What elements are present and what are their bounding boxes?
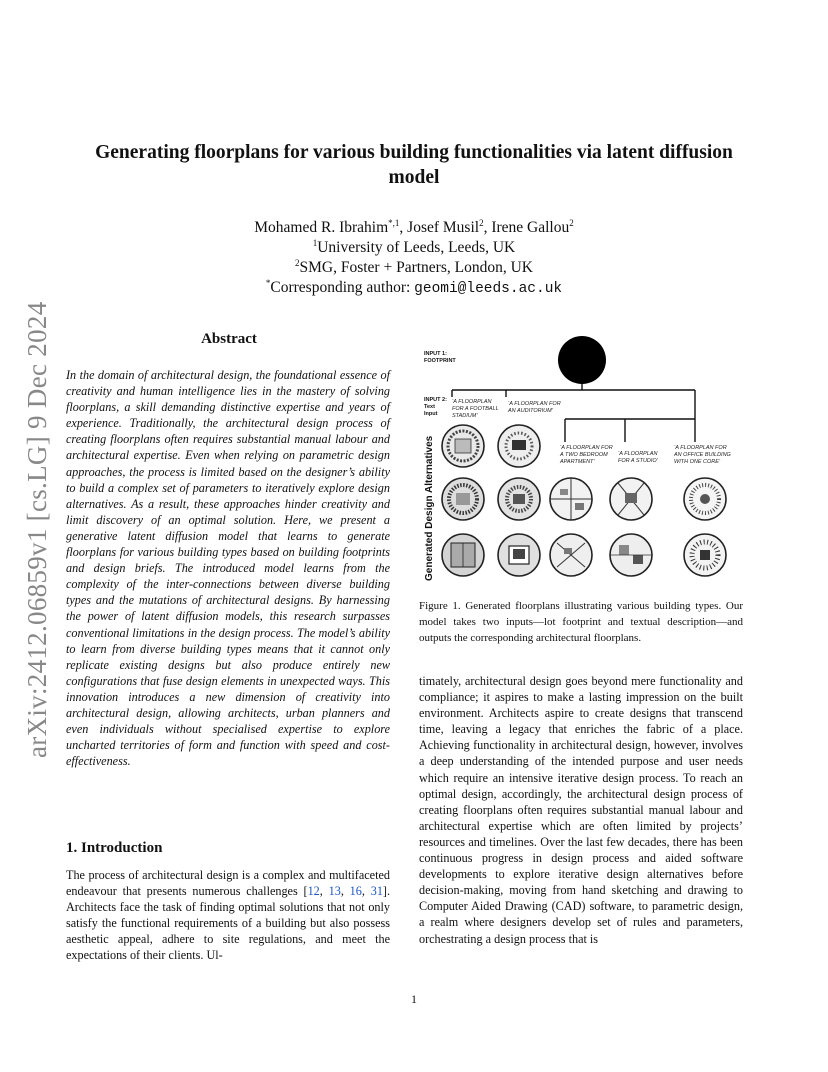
office-plans: [684, 478, 726, 576]
corresponding-author: [76, 278, 752, 299]
figure-1-graphic: [420, 333, 742, 587]
aff-1-text: University of Leeds, Leeds, UK: [317, 239, 516, 256]
aff-2-sup: 2: [295, 257, 300, 268]
generated-alternatives-axis-label: Generated Design Alternatives: [424, 435, 435, 581]
author-names: Mohamed R. Ibrahim$^{*,1}$, Josef Musil$^2$, Irene Gallou$^2$: [254, 217, 574, 236]
sep-2: ,: [340, 884, 350, 899]
aff-2-text: SMG, Foster + Partners, London, UK: [299, 259, 533, 276]
author-2: Josef Musil: [407, 219, 480, 236]
prompt-stadium-1: ‘A FLOORPLAN: [452, 399, 492, 405]
title-line-2: model: [388, 167, 440, 188]
corr-sup: *: [265, 277, 271, 288]
email-link[interactable]: geomi@leeds.ac.uk: [414, 281, 563, 297]
aff-1-sup: 1: [312, 237, 318, 248]
sep-3: ,: [361, 884, 371, 899]
author-3: Irene Gallou: [491, 219, 570, 236]
title-line-1: Generating floorplans for various building functionalities via latent diffusion: [95, 142, 733, 163]
affiliation-2: [76, 258, 752, 278]
figure-1-caption: Figure 1. Generated floorplans illustrating various building types. Our model takes two inputs—lot footprint and textual description—and outputs the corresponding architectural floorplans.: [419, 600, 743, 644]
arxiv-id: arXiv:2412.06859v1 [cs.LG] 9 Dec 2024: [22, 301, 52, 758]
input-1-label-line1: INPUT 1:: [424, 351, 447, 357]
footprint-circle: [558, 336, 606, 384]
input-2-label-line2: Text: [424, 404, 435, 410]
arxiv-watermark: [22, 292, 62, 758]
abstract-text: In the domain of architectural design, the foundational essence of creativity and human intelligence lies in the mastery of solving floorplans, a skill demanding distinctive expertise and years of experience. Traditionally, the architectural design process of creating floorplans often requires substantial manual labour and architectural expertise. Even when relying on parametric design approaches, the process is limited based on the designer’s ability to build a complex set of parameters to iteratively explore design alternatives. As a result, these approaches hinder creativity and limit discovery of an optimal solution. Here, we present a generative latent diffusion model that learns to generate floorplans for various building types based on building footprints and design briefs. The introduced model learns from the complexity of the inter-connections between diverse building types and the mutations of architectural designs. By harnessing the power of latent diffusion models, this research surpasses conventional limitations in the design process. The model’s ability to learn from diverse building types means that it cannot only replicate existing designs but also produce entirely new configurations that fuse design elements in unexpected ways. This innovation introduces a new dimension of creativity into architectural design, allowing architects, urban planners and even individuals without specialised expertise to explore uncharted territories of form and function with speed and cost-effectiveness.: [66, 368, 390, 769]
auditorium-plans: [498, 425, 540, 576]
prompt-stadium-3: STADIUM’: [452, 413, 478, 419]
intro-text-2: ]. Architects face the task of finding optimal solutions that not only satisfy the functional requirements of a building but also possess aesthetic appeal, adhere to site regulations, and meet the expectations of their clients. Ul-: [66, 884, 391, 963]
prompt-stadium-2: FOR A FOOTBALL: [452, 406, 499, 412]
author-1-sup: *,1: [388, 217, 400, 228]
prompt-studio-1: ‘A FLOORPLAN: [618, 451, 658, 457]
prompt-apartment-1: ‘A FLOORPLAN FOR: [560, 445, 613, 451]
connector-lines: [452, 384, 695, 442]
prompt-auditorium-2: AN AUDITORIUM’: [508, 408, 553, 414]
prompt-auditorium-1: ‘A FLOORPLAN FOR: [508, 401, 561, 407]
paper-title: [76, 140, 752, 190]
author-3-sup: 2: [569, 217, 574, 228]
figure-1: [420, 333, 742, 587]
intro-text-1: The process of architectural design is a complex and multifaceted endeavour that presents numerous challenges [: [66, 868, 390, 899]
author-1: Mohamed R. Ibrahim: [254, 219, 389, 236]
prompt-apartment-3: APARTMENT’: [560, 459, 595, 465]
prompt-apartment-2: A TWO BEDROOM: [560, 452, 608, 458]
prompt-studio-2: FOR A STUDIO’: [618, 458, 658, 464]
prompt-office-1: ‘A FLOORPLAN FOR: [674, 445, 727, 451]
citation-13[interactable]: 13: [328, 884, 341, 899]
sep-1: ,: [319, 884, 329, 899]
author-2-sup: 2: [479, 217, 484, 228]
input-2-label-line3: Input: [424, 411, 438, 417]
apartment-plans: [550, 478, 592, 576]
section-heading-introduction: 1. Introduction: [66, 840, 163, 856]
stadium-plans: [442, 425, 484, 576]
introduction-paragraph: [66, 867, 390, 964]
affiliation-1: [76, 238, 752, 258]
author-block: [76, 218, 752, 299]
input-2-label-line1: INPUT 2:: [424, 397, 447, 403]
prompt-office-2: AN OFFICE BUILDING: [674, 452, 731, 458]
citation-31[interactable]: 31: [370, 884, 383, 899]
input-1-label-line2: FOOTPRINT: [424, 358, 456, 364]
citation-16[interactable]: 16: [349, 884, 362, 899]
page-number: 1: [411, 992, 417, 1006]
corr-label: Corresponding author:: [270, 279, 411, 296]
prompt-office-3: WITH ONE CORE’: [674, 459, 721, 465]
citation-12[interactable]: 12: [307, 884, 320, 899]
abstract-heading: Abstract: [201, 331, 257, 347]
studio-plans: [610, 478, 652, 576]
right-column-paragraph: timately, architectural design goes beyond mere functionality and compliance; it aspires to make a lasting impression on the built environment. Architects aspire to create designs that transcend time, leaving a legacy that enriches the fabric of a place. Achieving functionality in architectural design, however, involves a deep understanding of the intended purpose and user needs which require an intensive iterative design process. To reach an optimal design, accordingly, the architectural design process of creating floorplans often requires substantial manual labour and architectural expertise which are often limited by projects’ resources and timelines. Over the last few decades, there has been continuous progress in design process and aided software developments to explore iterative design alternatives before decision-making, moving from hand sketching and drawing to Computer Aided Drawing (CAD) software, to parametric design, a realm where designers develop set of rules and parameters, orchestrating a design process that is: [419, 674, 743, 946]
